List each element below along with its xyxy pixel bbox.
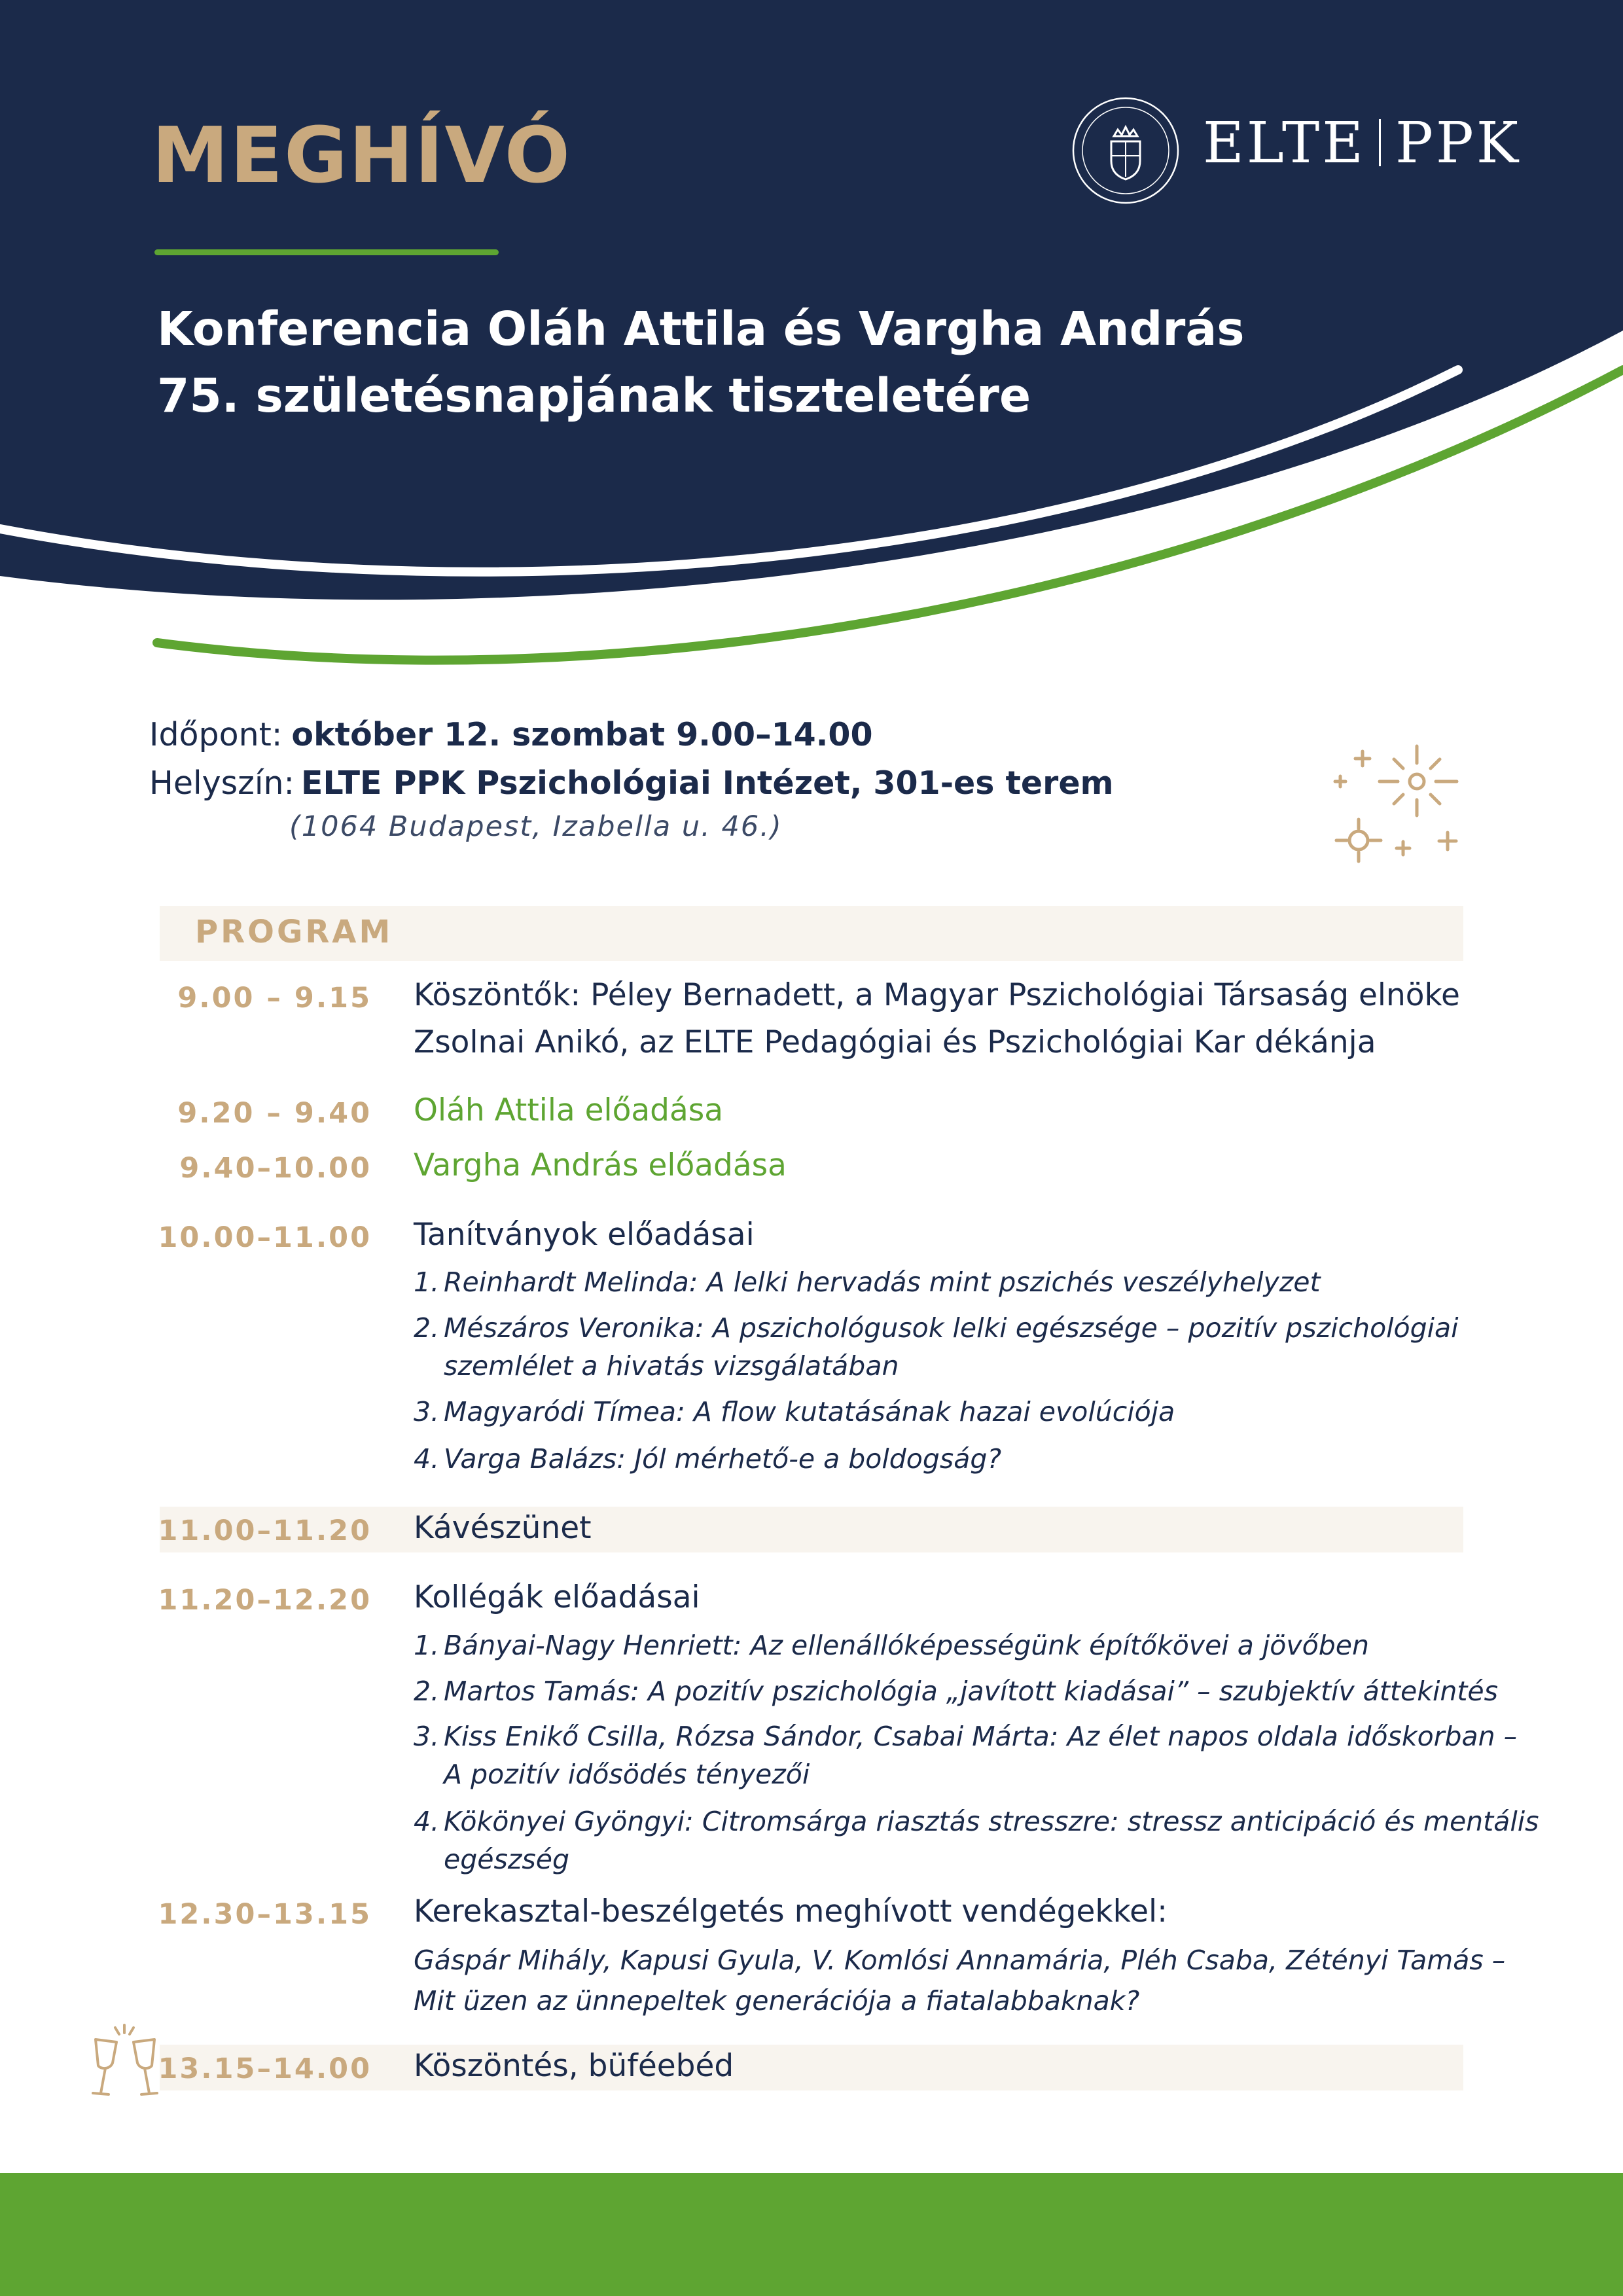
conference-title [157, 296, 1335, 429]
date-row [149, 716, 873, 753]
fireworks-icon [1329, 733, 1472, 870]
sub-talk: 3. Kiss Enikő Csilla, Rózsa Sándor, Csabai Márta: Az élet napos oldala időskorban – A pozitív idősödés tényezői [414, 1721, 1518, 1790]
program-heading: PROGRAM [195, 914, 393, 950]
time-slot: 10.00–11.00 [158, 1221, 372, 1254]
round-table-topic: Mit üzen az ünnepeltek generációja a fiatalabbaknak? [414, 1985, 1140, 2017]
time-slot: 12.30–13.15 [158, 1898, 372, 1931]
sub-talk: 3. Magyaródi Tímea: A flow kutatásának hazai evolúciója [414, 1396, 1175, 1427]
footer-band [0, 2173, 1623, 2296]
sub-talk: 2. Martos Tamás: A pozitív pszichológia „javított kiadásai” – szubjektív áttekintés [414, 1676, 1499, 1707]
sub-talk: 4. Varga Balázs: Jól mérhető-e a boldogság? [414, 1443, 1002, 1475]
sub-talk: 1. Reinhardt Melinda: A lelki hervadás mint pszichés veszélyhelyzet [414, 1266, 1321, 1298]
round-table-details [414, 1940, 1505, 2021]
program-item-welcome: Köszöntők: Péley Bernadett, a Magyar Pszichológiai Társaság elnöke [414, 977, 1460, 1013]
sub-talk: 2. Mészáros Veronika: A pszichológusok lelki egészsége – pozitív pszichológiai szemlélet a hivatás vizsgálatában [414, 1312, 1459, 1382]
time-slot: 13.15–14.00 [158, 2053, 372, 2085]
program-item-coffee-break: Kávészünet [414, 1510, 592, 1546]
time-slot: 11.20–12.20 [158, 1584, 372, 1617]
program-item-round-table: Kerekasztal-beszélgetés meghívott vendégekkel: [414, 1893, 1168, 1929]
time-slot: 9.00 – 9.15 [177, 982, 372, 1014]
date-value: október 12. szombat 9.00–14.00 [291, 716, 873, 753]
program-item-vargha-talk: Vargha András előadása [414, 1147, 787, 1183]
venue-row [149, 764, 1114, 802]
logo-ppk: PPK [1395, 111, 1521, 176]
sub-talk: 4. Kökönyei Gyöngyi: Citromsárga riasztás stresszre: stressz anticipáció és mentális egészség [414, 1806, 1539, 1875]
title-underline [154, 249, 499, 255]
sub-talk: 1. Bányai-Nagy Henriett: Az ellenállóképességünk építőkövei a jövőben [414, 1630, 1369, 1661]
institution-logo-text [1203, 111, 1521, 176]
program-item-olah-talk: Oláh Attila előadása [414, 1092, 724, 1128]
conference-title-line1: Konferencia Oláh Attila és Vargha András [157, 302, 1245, 356]
venue-address: (1064 Budapest, Izabella u. 46.) [289, 810, 783, 843]
venue-label: Helyszín: [149, 764, 295, 802]
program-item-welcome-dean: Zsolnai Anikó, az ELTE Pedagógiai és Pszichológiai Kar dékánja [414, 1024, 1376, 1060]
date-label: Időpont: [149, 716, 283, 753]
time-slot: 9.20 – 9.40 [177, 1097, 372, 1130]
program-item-reception: Köszöntés, büféebéd [414, 2048, 734, 2084]
conference-title-line2: 75. születésnapjának tiszteletére [157, 368, 1031, 423]
program-item-colleagues-talks: Kollégák előadásai [414, 1579, 700, 1615]
logo-separator [1379, 119, 1381, 166]
program-item-students-talks: Tanítványok előadásai [414, 1217, 755, 1253]
venue-value: ELTE PPK Pszichológiai Intézet, 301-es terem [301, 764, 1114, 802]
university-seal-icon [1071, 96, 1181, 206]
logo-elte: ELTE [1203, 111, 1366, 176]
round-table-guests: Gáspár Mihály, Kapusi Gyula, V. Komlósi Annamária, Pléh Csaba, Zétényi Tamás – [414, 1945, 1506, 1976]
invitation-title: MEGHÍVÓ [152, 110, 572, 200]
time-slot: 9.40–10.00 [179, 1152, 372, 1185]
time-slot: 11.00–11.20 [158, 1515, 372, 1547]
